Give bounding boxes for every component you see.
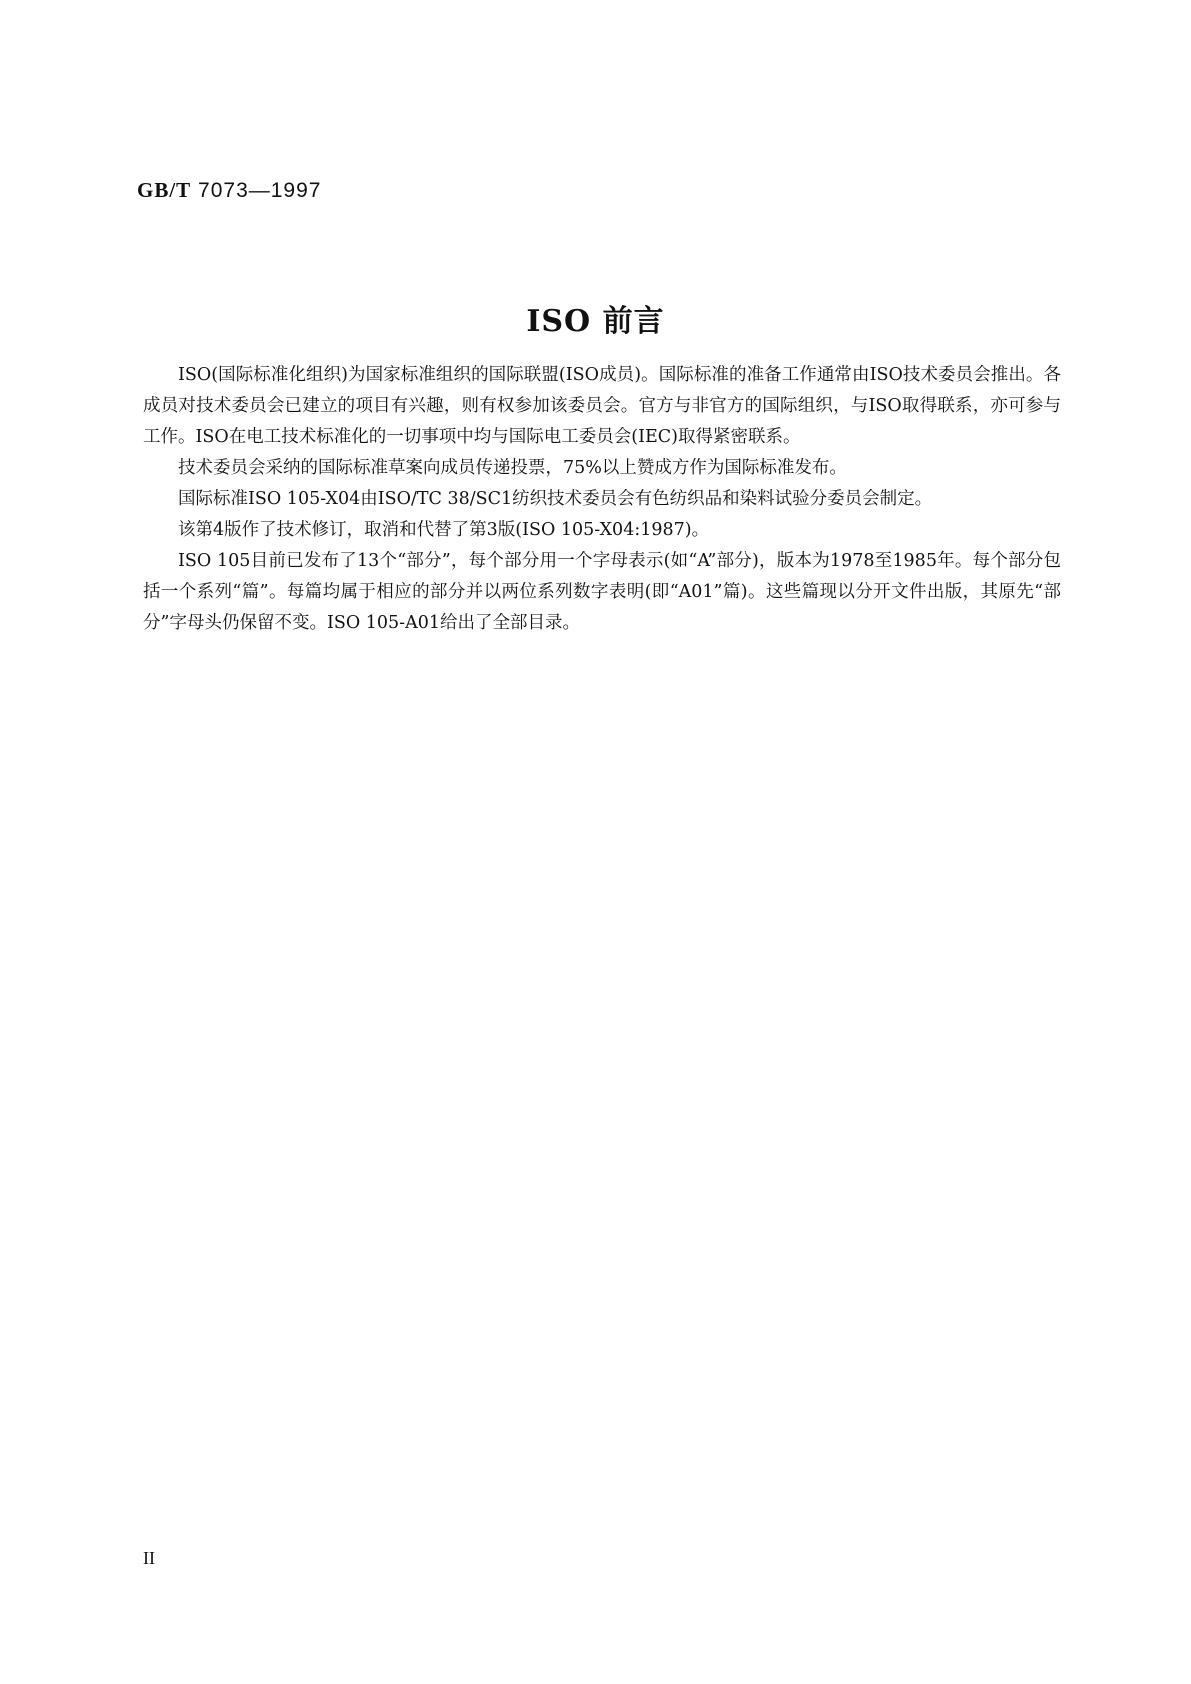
paragraph: 该第4版作了技术修订，取消和代替了第3版(ISO 105-X04:1987)。 [178, 520, 710, 540]
foreword-body [143, 360, 1061, 639]
standard-number: 7073—1997 [198, 179, 322, 202]
page-number: II [143, 1548, 155, 1568]
paragraph: 技术委员会采纳的国际标准草案向成员传递投票，75%以上赞成方作为国际标准发布。 [178, 458, 847, 478]
paragraph: 国际标准ISO 105-X04由ISO/TC 38/SC1纺织技术委员会有色纺织品和染料试验分委员会制定。 [178, 489, 933, 509]
paragraph: ISO 105目前已发布了13个“部分”，每个部分用一个字母表示(如“A”部分)，版本为1978至1985年。每个部分包括一个系列“篇”。每篇均属于相应的部分并以两位系列数字表明(即“A01”篇)。这些篇现以分开文件出版，其原先“部分”字母头仍保留不变。ISO 105-A01给出了全部目录。 [143, 551, 1061, 633]
standard-prefix: GB/T [137, 178, 192, 202]
paragraph: ISO(国际标准化组织)为国家标准组织的国际联盟(ISO成员)。国际标准的准备工作通常由ISO技术委员会推出。各成员对技术委员会已建立的项目有兴趣，则有权参加该委员会。官方与非官方的国际组织，与ISO取得联系，亦可参与工作。ISO在电工技术标准化的一切事项中均与国际电工委员会(IEC)取得紧密联系。 [143, 365, 1061, 447]
standard-code [137, 178, 321, 203]
page-title: ISO 前言 [526, 304, 665, 339]
